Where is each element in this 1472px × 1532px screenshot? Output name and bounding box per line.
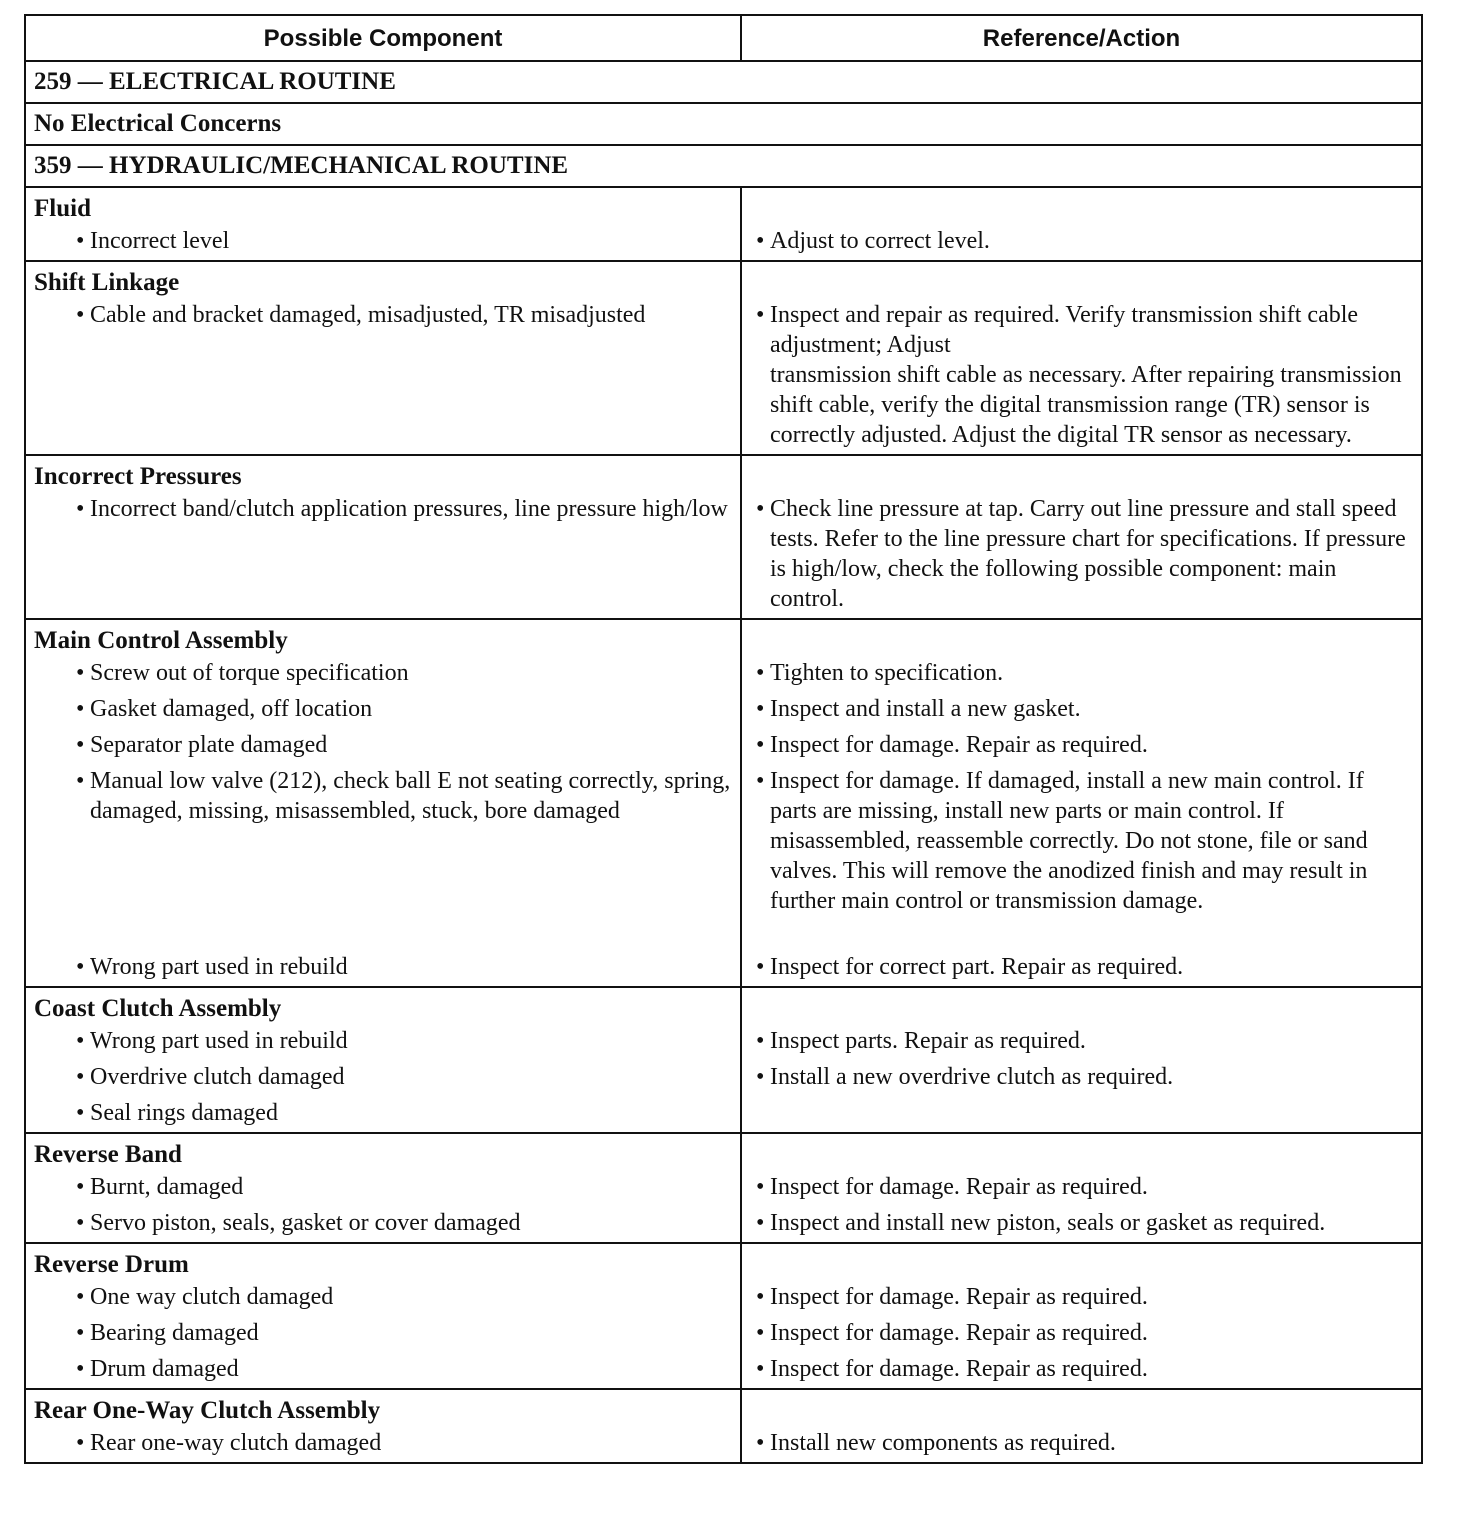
component-cell: [25, 455, 741, 619]
component-cell: [25, 261, 741, 455]
bullet-icon: •: [76, 768, 85, 794]
bullet-icon: •: [76, 732, 85, 758]
bullet-icon: •: [756, 302, 765, 328]
section-title: Incorrect Pressures: [34, 463, 242, 490]
bullet-icon: •: [76, 1100, 85, 1126]
action-cell: [741, 261, 1422, 455]
section-title: Main Control Assembly: [34, 627, 288, 654]
component-item: • Servo piston, seals, gasket or cover damaged: [76, 1210, 521, 1236]
action-cell: [741, 1243, 1422, 1389]
bullet-icon: •: [756, 228, 765, 254]
action-item: • Inspect for damage. Repair as required.: [756, 1174, 1148, 1200]
action-item-continued: transmission shift cable as necessary. After repairing transmission shift cable, verify the digital transmission range (TR) sensor is correctly adjusted. Adjust the digital TR sensor as necessary.: [770, 362, 1402, 448]
action-item: • Install a new overdrive clutch as required.: [756, 1064, 1174, 1090]
section-row: [25, 1389, 1422, 1463]
section-title: Fluid: [34, 195, 91, 222]
bullet-icon: •: [756, 1430, 765, 1456]
action-cell: [741, 1389, 1422, 1463]
action-cell: [741, 455, 1422, 619]
routine-row: [25, 145, 1422, 187]
bullet-icon: •: [76, 228, 85, 254]
action-item: • Inspect for damage. Repair as required.: [756, 1284, 1148, 1310]
component-item: • Gasket damaged, off location: [76, 696, 373, 722]
bullet-icon: •: [76, 954, 85, 980]
component-item: • Separator plate damaged: [76, 732, 328, 758]
component-item: • Seal rings damaged: [76, 1100, 278, 1126]
action-item: • Inspect for damage. Repair as required.: [756, 1320, 1148, 1346]
section-row: [25, 261, 1422, 455]
bullet-icon: •: [756, 1174, 765, 1200]
section-row: [25, 987, 1422, 1133]
component-cell: [25, 187, 741, 261]
component-item: • Manual low valve (212), check ball E not seating correctly, spring, damaged, missing, misassembled, stuck, bore damaged: [76, 768, 731, 824]
component-item: • Bearing damaged: [76, 1320, 259, 1346]
component-cell: [25, 987, 741, 1133]
routine-title: 259 — ELECTRICAL ROUTINE: [25, 61, 1422, 103]
action-item: • Inspect and install a new gasket.: [756, 696, 1081, 722]
component-item: • Incorrect level: [76, 228, 230, 254]
routine-title: No Electrical Concerns: [25, 103, 1422, 145]
bullet-icon: •: [756, 1356, 765, 1382]
bullet-icon: •: [76, 302, 85, 328]
bullet-icon: •: [76, 696, 85, 722]
action-item: • Inspect and repair as required. Verify transmission shift cable adjustment; Adjust: [756, 302, 1359, 358]
bullet-icon: •: [756, 660, 765, 686]
action-item: • Inspect parts. Repair as required.: [756, 1028, 1086, 1054]
section-row: [25, 1243, 1422, 1389]
component-item: • Rear one-way clutch damaged: [76, 1430, 382, 1456]
component-item: • Burnt, damaged: [76, 1174, 244, 1200]
component-cell: [25, 1389, 741, 1463]
bullet-icon: •: [756, 696, 765, 722]
component-item: • Screw out of torque specification: [76, 660, 409, 686]
bullet-icon: •: [76, 1210, 85, 1236]
section-title: Shift Linkage: [34, 269, 180, 296]
section-row: [25, 455, 1422, 619]
action-cell: [741, 1133, 1422, 1243]
bullet-icon: •: [76, 660, 85, 686]
action-item: • Tighten to specification.: [756, 660, 1004, 686]
bullet-icon: •: [756, 496, 765, 522]
component-item: • Wrong part used in rebuild: [76, 954, 348, 980]
routine-title: 359 — HYDRAULIC/MECHANICAL ROUTINE: [25, 145, 1422, 187]
component-cell: [25, 1243, 741, 1389]
component-item: • Cable and bracket damaged, misadjusted, TR misadjusted: [76, 302, 646, 328]
section-title: Reverse Band: [34, 1141, 182, 1168]
bullet-icon: •: [756, 954, 765, 980]
section-title: Coast Clutch Assembly: [34, 995, 282, 1022]
section-row: [25, 187, 1422, 261]
section-row: [25, 1133, 1422, 1243]
routine-row: [25, 103, 1422, 145]
section-row: [25, 619, 1422, 987]
bullet-icon: •: [756, 1320, 765, 1346]
action-cell: [741, 187, 1422, 261]
routine-row: [25, 61, 1422, 103]
component-item: • Overdrive clutch damaged: [76, 1064, 345, 1090]
action-item: • Inspect for damage. If damaged, install a new main control. If parts are missing, install new parts or main control. If misassembled, reassemble correctly. Do not stone, file or sand valves. This will remove the anodized finish and may result in further main control or transmission damage.: [756, 768, 1368, 914]
action-item: • Inspect for correct part. Repair as required.: [756, 954, 1184, 980]
bullet-icon: •: [76, 1430, 85, 1456]
bullet-icon: •: [76, 1028, 85, 1054]
bullet-icon: •: [76, 1356, 85, 1382]
action-item: • Adjust to correct level.: [756, 228, 990, 254]
section-title: Rear One-Way Clutch Assembly: [34, 1397, 381, 1424]
action-item: • Inspect for damage. Repair as required.: [756, 1356, 1148, 1382]
section-title: Reverse Drum: [34, 1251, 189, 1278]
bullet-icon: •: [756, 1210, 765, 1236]
bullet-icon: •: [76, 1174, 85, 1200]
component-cell: [25, 619, 741, 987]
bullet-icon: •: [76, 1064, 85, 1090]
bullet-icon: •: [756, 732, 765, 758]
bullet-icon: •: [756, 768, 765, 794]
diagnosis-table: [24, 14, 1423, 1464]
component-item: • Drum damaged: [76, 1356, 239, 1382]
bullet-icon: •: [756, 1064, 765, 1090]
column-header-action: Reference/Action: [741, 15, 1422, 61]
action-item: • Inspect and install new piston, seals or gasket as required.: [756, 1210, 1326, 1236]
bullet-icon: •: [76, 1284, 85, 1310]
component-item: • Wrong part used in rebuild: [76, 1028, 348, 1054]
action-item: • Install new components as required.: [756, 1430, 1116, 1456]
bullet-icon: •: [76, 1320, 85, 1346]
table-header-row: [25, 15, 1422, 61]
bullet-icon: •: [76, 496, 85, 522]
column-header-component: Possible Component: [25, 15, 741, 61]
bullet-icon: •: [756, 1284, 765, 1310]
action-cell: [741, 987, 1422, 1133]
action-item: • Check line pressure at tap. Carry out line pressure and stall speed tests. Refer to the line pressure chart for specifications. If pressure is high/low, check the following possible component: main control.: [756, 496, 1406, 612]
component-item: • One way clutch damaged: [76, 1284, 334, 1310]
action-cell: [741, 619, 1422, 987]
action-item: • Inspect for damage. Repair as required.: [756, 732, 1148, 758]
bullet-icon: •: [756, 1028, 765, 1054]
component-item: • Incorrect band/clutch application pressures, line pressure high/low: [76, 496, 728, 522]
component-cell: [25, 1133, 741, 1243]
